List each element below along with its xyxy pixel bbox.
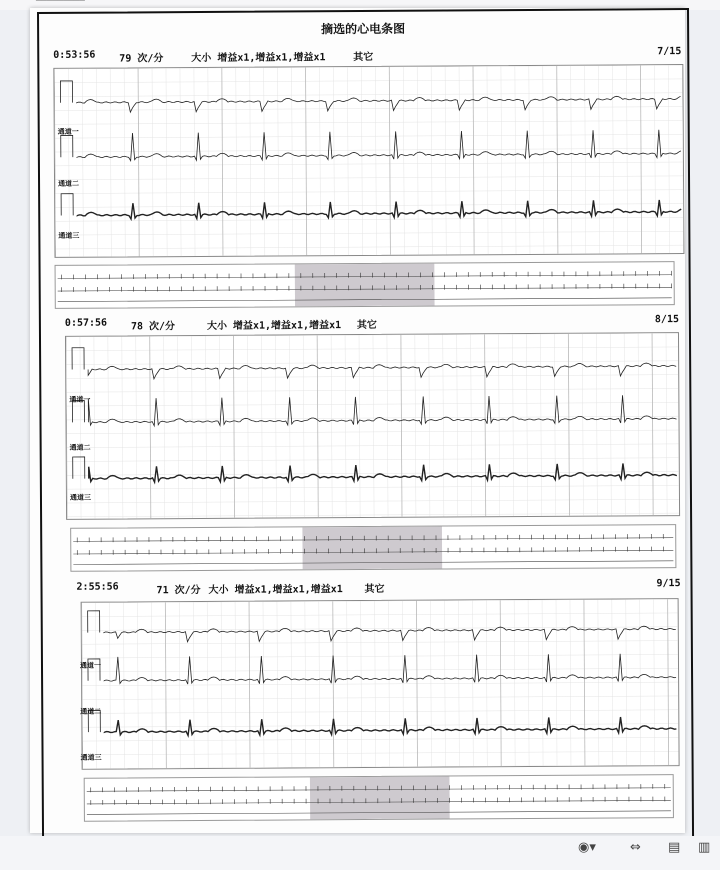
channel-label-1: 通道一 (79, 661, 102, 670)
strip-rate: 79 次/分 (119, 53, 164, 65)
strip-gain: 大小 增益x1,增益x1,增益x1 (206, 320, 342, 332)
ecg-waveform (54, 65, 683, 257)
strip-time: 0:57:56 (64, 317, 108, 329)
strip-rate: 78 次/分 (130, 321, 176, 333)
viewer-toolbar (0, 836, 720, 870)
calibration-pulse-1 (60, 81, 72, 103)
ecg-waveform-box (81, 598, 680, 770)
strip-gain: 大小 增益x1,增益x1,增益x1 (191, 52, 326, 65)
page-icon[interactable]: ▤ (668, 840, 681, 855)
channel-label-2: 通道二 (69, 443, 91, 452)
strip-page: 8/15 (654, 314, 680, 326)
strip-other: 其它 (356, 319, 377, 332)
strip-page: 9/15 (656, 578, 681, 590)
calibration-pulse-3 (61, 194, 73, 216)
strip-overview[interactable] (84, 774, 674, 822)
ecg-waveform-box (53, 64, 684, 258)
ecg-trace-channel-2 (77, 130, 681, 161)
ecg-strip-2 (41, 314, 691, 576)
strip-gain: 大小 增益x1,增益x1,增益x1 (208, 584, 343, 596)
calibration-pulse-2 (61, 135, 73, 157)
strip-time: 2:55:56 (76, 581, 119, 593)
ecg-waveform (66, 333, 679, 519)
strip-overview[interactable] (70, 524, 676, 572)
ecg-trace-channel-3 (89, 463, 677, 482)
strip-overview[interactable] (55, 261, 675, 309)
ecg-trace-channel-1 (88, 363, 676, 379)
ecg-waveform-box (65, 332, 680, 520)
dual-page-icon[interactable]: ▥ (698, 840, 711, 855)
ecg-strip-3 (42, 578, 692, 832)
strip-time: 0:53:56 (53, 49, 96, 61)
calibration-pulse-1 (72, 348, 84, 370)
ecg-grid (54, 65, 683, 257)
overview-trace (56, 262, 674, 308)
report-frame (37, 8, 694, 845)
channel-label-1: 通道一 (57, 127, 79, 136)
ecg-trace-channel-3 (77, 200, 681, 220)
strip-header (53, 46, 701, 66)
report-title: 摘选的心电条图 (321, 21, 406, 37)
ecg-grid (79, 599, 679, 769)
channel-label-2: 通道二 (58, 179, 80, 188)
channel-label-2: 通道二 (80, 707, 102, 716)
ecg-strip-1 (39, 46, 689, 312)
overview-trace (71, 525, 675, 571)
fit-width-icon[interactable]: ⇔ (630, 840, 641, 855)
overview-trace (85, 775, 673, 821)
strip-other: 其它 (353, 51, 374, 64)
calibration-pulse-1 (88, 611, 100, 633)
ecg-trace-channel-2 (88, 395, 676, 426)
channel-label-3: 通道三 (80, 753, 102, 762)
strip-rate: 71 次/分 (156, 585, 201, 597)
channel-label-3: 通道三 (69, 493, 91, 502)
strip-header (76, 578, 720, 598)
strip-other: 其它 (364, 583, 385, 596)
strip-header (65, 314, 713, 334)
eye-icon[interactable]: ◉▾ (578, 840, 596, 855)
top-strip-text: ━━━━━━━━━ (36, 0, 85, 6)
strip-page: 7/15 (657, 46, 682, 58)
ecg-waveform (79, 599, 679, 769)
ecg-grid (66, 333, 679, 519)
channel-label-3: 通道三 (58, 231, 80, 240)
channel-label-1: 通道一 (69, 395, 91, 404)
